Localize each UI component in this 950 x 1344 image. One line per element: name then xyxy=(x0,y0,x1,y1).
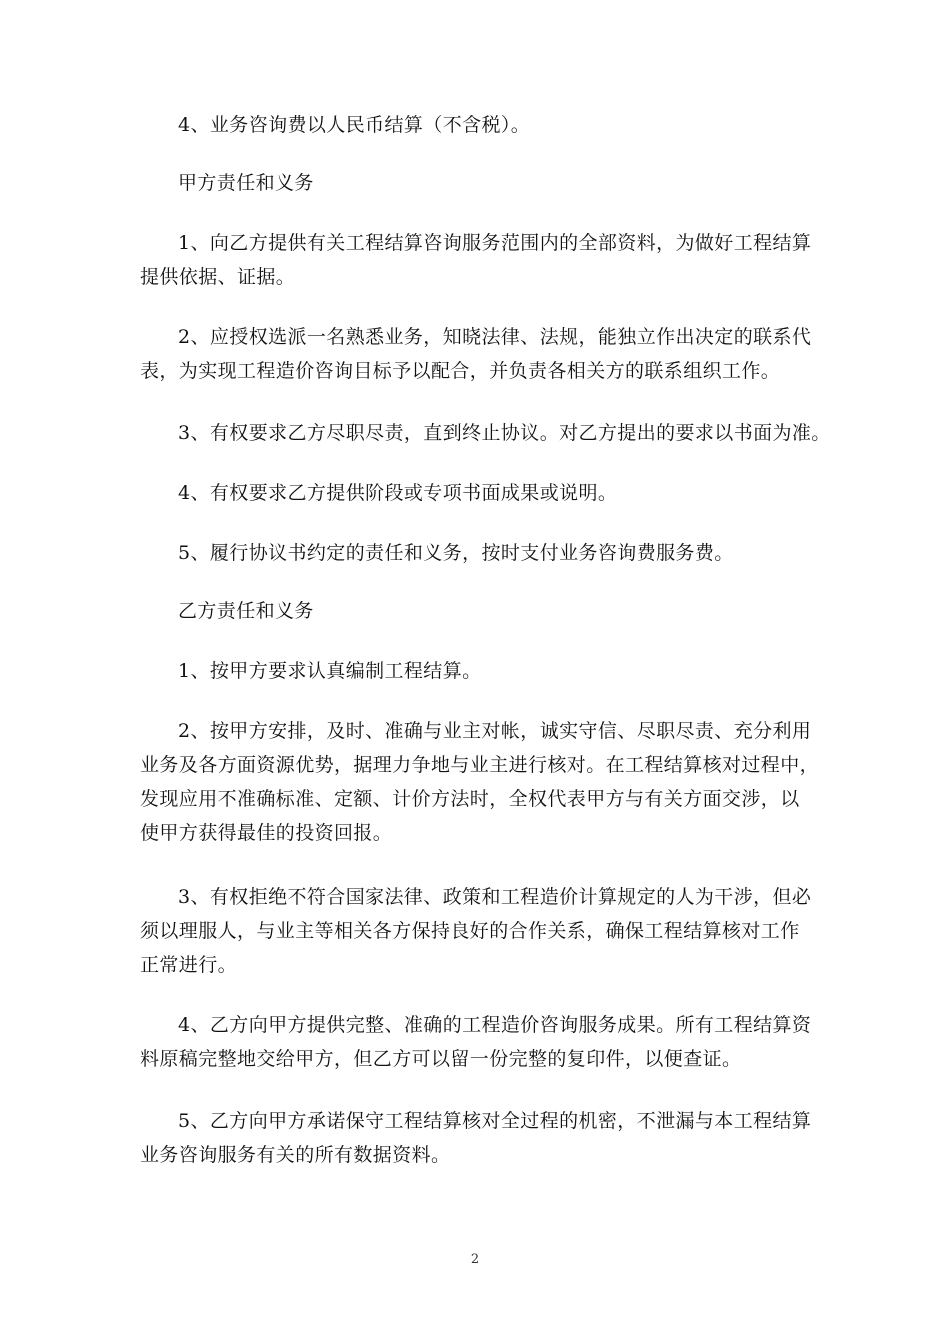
paragraph-line: 须以理服人，与业主等相关各方保持良好的合作关系，确保工程结算核对工作 xyxy=(140,920,800,942)
section-heading: 乙方责任和义务 xyxy=(178,600,314,622)
paragraph-party-b-1 xyxy=(140,654,820,688)
paragraph-line: 4、有权要求乙方提供阶段或专项书面成果或说明。 xyxy=(178,482,618,504)
paragraph-party-a-3 xyxy=(140,416,831,450)
paragraph-line: 表，为实现工程造价咨询目标予以配合，并负责各相关方的联系组织工作。 xyxy=(140,360,781,382)
paragraph-party-a-2 xyxy=(140,320,820,388)
paragraph-party-b-3 xyxy=(140,880,820,982)
paragraph-line: 4、业务咨询费以人民币结算（不含税）。 xyxy=(178,114,531,136)
paragraph-line: 发现应用不准确标准、定额、计价方法时，全权代表甲方与有关方面交涉，以 xyxy=(140,788,800,810)
paragraph-party-a-4 xyxy=(140,476,820,510)
paragraph-party-b-4 xyxy=(140,1008,820,1076)
paragraph-party-a-5 xyxy=(140,536,820,570)
paragraph-line: 料原稿完整地交给甲方，但乙方可以留一份完整的复印件，以便查证。 xyxy=(140,1048,742,1070)
paragraph-party-b-2 xyxy=(140,714,820,850)
paragraph-line: 2、按甲方安排，及时、准确与业主对帐，诚实守信、尽职尽责、充分利用 xyxy=(178,720,812,742)
paragraph-line: 1、向乙方提供有关工程结算咨询服务范围内的全部资料，为做好工程结算 xyxy=(178,232,812,254)
paragraph-line: 3、有权要求乙方尽职尽责，直到终止协议。对乙方提出的要求以书面为准。 xyxy=(178,422,831,444)
page-number: 2 xyxy=(470,1252,480,1267)
paragraph-party-a-1 xyxy=(140,226,820,294)
section-heading-party-a xyxy=(140,166,820,200)
paragraph-line: 5、乙方向甲方承诺保守工程结算核对全过程的机密，不泄漏与本工程结算 xyxy=(178,1110,812,1132)
section-heading-party-b xyxy=(140,594,820,628)
paragraph-fee-settlement xyxy=(140,108,820,142)
paragraph-line: 5、履行协议书约定的责任和义务，按时支付业务咨询费服务费。 xyxy=(178,542,734,564)
paragraph-line: 2、应授权选派一名熟悉业务，知晓法律、法规，能独立作出决定的联系代 xyxy=(178,326,812,348)
paragraph-line: 正常进行。 xyxy=(140,954,238,976)
paragraph-line: 业务咨询服务有关的所有数据资料。 xyxy=(140,1144,451,1166)
paragraph-line: 4、乙方向甲方提供完整、准确的工程造价咨询服务成果。所有工程结算资 xyxy=(178,1014,812,1036)
paragraph-line: 3、有权拒绝不符合国家法律、政策和工程造价计算规定的人为干涉，但必 xyxy=(178,886,812,908)
paragraph-party-b-5 xyxy=(140,1104,820,1172)
paragraph-line: 业务及各方面资源优势，据理力争地与业主进行核对。在工程结算核对过程中， xyxy=(140,754,820,776)
section-heading: 甲方责任和义务 xyxy=(178,172,314,194)
paragraph-line: 提供依据、证据。 xyxy=(140,266,296,288)
paragraph-line: 使甲方获得最佳的投资回报。 xyxy=(140,822,393,844)
paragraph-line: 1、按甲方要求认真编制工程结算。 xyxy=(178,660,482,682)
